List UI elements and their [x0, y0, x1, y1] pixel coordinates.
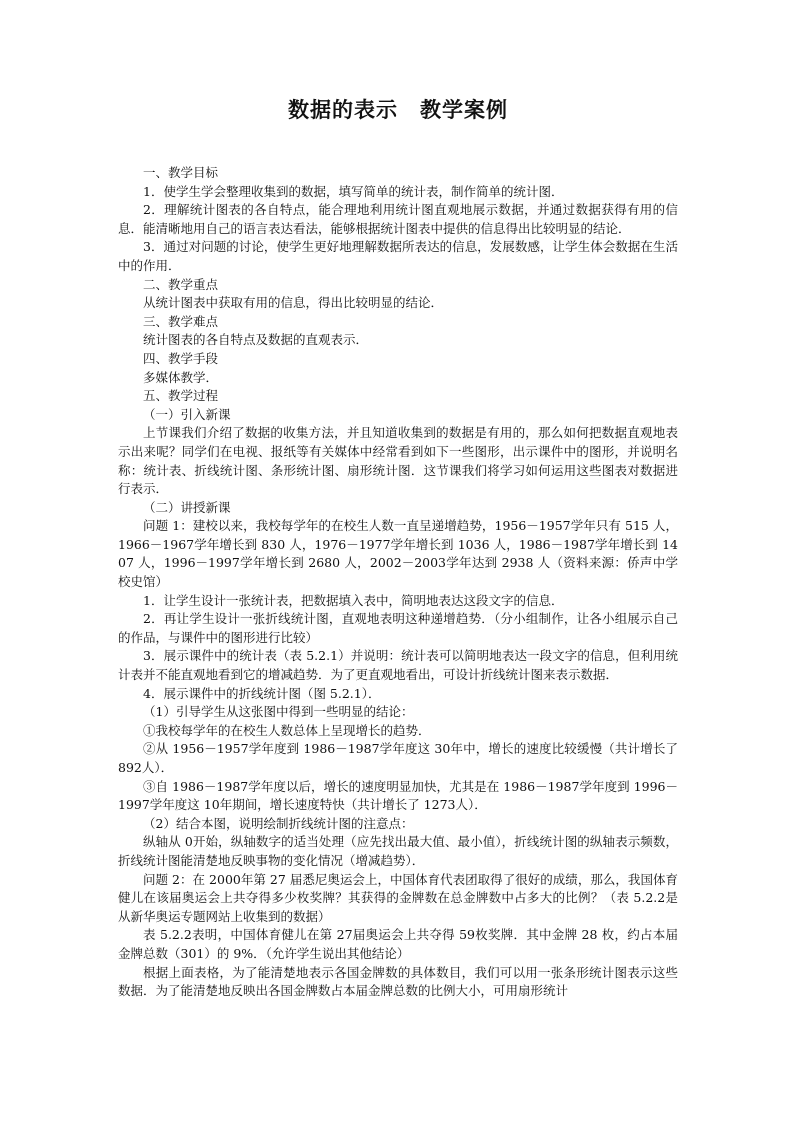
step-2: 2．再让学生设计一张折线统计图，直观地表明这种递增趋势．（分小组制作，让各小组展示自己的作品，与课件中的图形进行比较） [118, 611, 678, 645]
question-1: 问题 1：建校以来，我校每学年的在校生人数一直呈递增趋势，1956－1957学年只有 515 人，1966－1967学年增长到 830 人，1976－1977学年增长到 1036 人，1986－1987学年增长到 1407 人，1996－1997学年增长到 2680 人，2002－2003学年达到 2938 人（资料来源：侨声中学校史馆） [118, 518, 678, 590]
heading-objectives: 一、教学目标 [143, 165, 219, 180]
sub-step-1: （1）引导学生从这张图中得到一些明显的结论： [143, 704, 414, 720]
conclusion-3: ③自 1986－1987学年度以后，增长的速度明显加快，尤其是在 1986－1987学年度到 1996－1997学年度这 10年期间，增长速度特快（共计增长了 1273人）． [118, 778, 678, 813]
step-1: 1．让学生设计一张统计表，把数据填入表中，简明地表达这段文字的信息． [143, 592, 564, 608]
page-title: 数据的表示 教学案例 [288, 98, 508, 122]
question-2: 问题 2：在 2000年第 27 届悉尼奥运会上，中国体育代表团取得了很好的成绩，那么，我国体育健儿在该届奥运会上共夺得多少枚奖牌？其获得的金牌数在总金牌数中占多大的比例？（表 5.2.2是从新华奥运专题网站上收集到的数据） [118, 871, 678, 924]
closing-text: 根据上面表格，为了能清楚地表示各国金牌数的具体数目，我们可以用一张条形统计图表示这些数据．为了能清楚地反映出各国金牌数占本届金牌总数的比例大小，可用扇形统计 [118, 964, 678, 999]
conclusion-2: ②从 1956－1957学年度到 1986－1987学年度这 30年中，增长的速度比较缓慢（共计增长了 892人）． [118, 741, 678, 775]
objective-item-3: 3．通过对问题的讨论，使学生更好地理解数据所表达的信息，发展数感，让学生体会数据在生活中的作用． [118, 239, 678, 273]
objective-item-2: 2．理解统计图表的各自特点，能合理地利用统计图直观地展示数据，并通过数据获得有用的信息．能清晰地用自己的语言表达看法，能够根据统计图表中提供的信息得出比较明显的结论． [118, 202, 678, 236]
notes-text: 纵轴从 0开始，纵轴数字的适当处理（应先找出最大值、最小值），折线统计图的纵轴表示频数，折线统计图能清楚地反映事物的变化情况（增减趋势）． [118, 834, 678, 868]
key-points-text: 从统计图表中获取有用的信息，得出比较明显的结论． [143, 295, 444, 311]
document-page [118, 96, 678, 1001]
methods-text: 多媒体教学． [143, 369, 219, 385]
subheading-new-lesson: （二）讲授新课 [143, 499, 231, 515]
table-explanation: 表 5.2.2表明，中国体育健儿在第 27届奥运会上共夺得 59枚奖牌．其中金牌 28 枚，约占本届金牌总数（301）的 9%．（允许学生说出其他结论） [118, 927, 678, 961]
conclusion-1: ①我校每学年的在校生人数总体上呈现增长的趋势． [143, 722, 431, 738]
sub-step-2: （2）结合本图，说明绘制折线统计图的注意点： [143, 815, 414, 831]
introduction-text: 上节课我们介绍了数据的收集方法，并且知道收集到的数据是有用的，那么如何把数据直观地表示出来呢？同学们在电视、报纸等有关媒体中经常看到如下一些图形，出示课件中的图形，并说明名称：统计表、折线统计图、条形统计图、扇形统计图．这节课我们将学习如何运用这些图表对数据进行表示． [118, 425, 678, 497]
heading-difficulties: 三、教学难点 [143, 313, 219, 329]
heading-methods: 四、教学手段 [143, 350, 219, 366]
step-3: 3．展示课件中的统计表（表 5.2.1）并说明：统计表可以简明地表达一段文字的信息，但利用统计表并不能直观地看到它的增减趋势．为了更直观地看出，可设计折线统计图来表示数据． [118, 648, 678, 683]
difficulties-text: 统计图表的各自特点及数据的直观表示． [143, 332, 369, 348]
heading-process: 五、教学过程 [143, 388, 219, 404]
heading-key-points: 二、教学重点 [143, 276, 219, 292]
subheading-introduction: （一）引入新课 [143, 406, 231, 422]
objective-item-1: 1．使学生学会整理收集到的数据，填写简单的统计表，制作简单的统计图． [143, 183, 564, 199]
document-body [118, 164, 678, 1001]
step-4: 4．展示课件中的折线统计图（图 5.2.1）． [143, 685, 381, 701]
